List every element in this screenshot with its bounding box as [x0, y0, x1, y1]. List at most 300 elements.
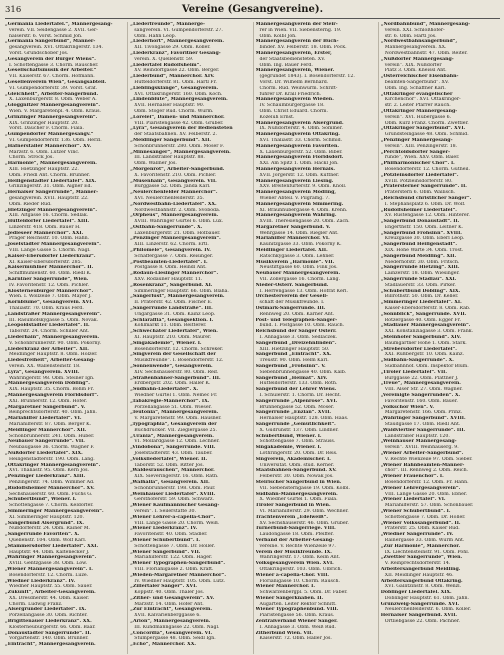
directory-entry-detail: Märzstr. 14. Obm. Hofer Ant.	[134, 601, 204, 607]
directory-entry-detail: Chorm. Ludwig Franz.	[9, 601, 63, 607]
directory-entry-name: „Südbahn-Sängerrunde“. X.	[380, 358, 454, 364]
directory-entry-name: „Hernalser Sängerrunde“, Männer-	[5, 190, 99, 196]
directory-entry-detail: Schönbrunnerstr. 241. Obm. Huber.	[9, 433, 95, 439]
directory-entry-detail: verein“. XVIII. Weinhauserg. 9.	[384, 445, 459, 451]
directory-entry-detail: Kozeluh Ernst.	[259, 114, 295, 120]
directory-entry-detail: Stumpergasse 48. Obm. Seidl Ign.	[134, 636, 216, 642]
directory-entry-detail: I. Schottengasse 3. Chorm. Rauscher.	[9, 62, 99, 68]
directory-entry-detail: Nußdorferstr. 24. Obm. Rainer M.	[9, 526, 91, 532]
directory-entry-detail: Rötzergasse 40. Obm. Egger Fr.	[384, 317, 461, 323]
directory-entry-name: „Leopoldstädter Liedertafel“. II.	[5, 323, 90, 329]
directory-entry-name: „Landstraßer Männergesangverein“.	[5, 311, 102, 317]
directory-entry-name: „Penzinger Männergesang-	[380, 137, 453, 143]
directory-entry-detail: Währingerstr. 98. Obm. Steiner Ign.	[9, 375, 95, 381]
directory-entry-name: Neubauer Männergesangverein.	[255, 271, 341, 277]
directory-entry-detail: Klosterneuburgerstr. 66. Obm. Baar.	[9, 624, 96, 630]
directory-entry-detail: Hütteldorferstr. 133. Obm. Roth.	[259, 381, 338, 387]
directory-entry-name: „Kaisermühlner Männerchor“. II.	[5, 265, 94, 271]
directory-entry-detail: Rennweg 20. Obm. Karner Ant.	[259, 311, 335, 317]
directory-entry-name: „Ostbahn-Sängerrunde“. X.	[130, 224, 203, 230]
directory-entry-detail: XIV. Sechshauserstr. 80. Obm. Reif.	[134, 369, 219, 375]
directory-entry-detail: XXV. Breitenfurterstr. 9. Obm. Knoll.	[259, 184, 347, 190]
directory-entry-name: Döblinger Liedertafel. XIX.	[380, 590, 452, 596]
directory-entry-detail: Thaliastr. 70. Obm. Kraus Ferd.	[9, 306, 84, 312]
directory-entry-detail: X. Laxenburgerstr. 52. Obm. Biber.	[259, 149, 343, 155]
directory-entry-detail: Baumgartner Höhe 1. Obm. Stark.	[384, 340, 467, 346]
directory-entry-detail: XVIII. Theresiengasse 20. Obm. Zach.	[259, 219, 350, 225]
directory-entry-detail: XI. Braunhubergasse 4. Obm. Krenn.	[259, 207, 348, 213]
directory-entry-detail: (gegründet 1843). I. Bösendorferstr. 12.	[259, 74, 355, 80]
directory-entry-detail: Wiedner Hauptstr. 55. Obm. Sauer.	[9, 584, 93, 590]
directory-entry-name: Männergesangverein der Buch-	[255, 39, 339, 45]
directory-entry-detail: Hauptstr. 44. Obm. Kaltenecker J.	[9, 549, 90, 555]
directory-entry-name: „Weinhauser Liedertafel“. XVIII.	[130, 491, 216, 497]
directory-entry-name: „Rudolfsheimer Liedertafel“.	[380, 207, 457, 213]
directory-entry-name: „Grinzinger Männergesangverein“.	[5, 114, 98, 120]
directory-entry-name: Wiener Männerchor. I.	[255, 584, 315, 590]
directory-entry-detail: Lothringerstr. 20. Obm. Dr. Reis.	[259, 450, 338, 456]
directory-entry-detail: Südbahnhof. Obm. Inspektor Blum.	[384, 364, 469, 370]
directory-entry-detail: Lainzerstr. 18. Obm. Wiesinger.	[384, 271, 460, 277]
directory-entry-detail: XIX. Hauptstr. 35. Chorm. Böhm Fr.	[9, 387, 95, 393]
directory-entry-name: „Donaustädter Sängerrunde“. II.	[5, 630, 92, 636]
directory-entry-name: „Concordia“, Gesangverein. VI.	[130, 630, 213, 636]
directory-entry-name: „Brigittenauer Liederkranz“. XX.	[5, 619, 92, 625]
directory-entry-name: „Margaretner Sängerbund“. V.	[5, 404, 86, 410]
directory-entry-name: Arbeitersängerbund Ottakring.	[380, 578, 463, 584]
directory-entry-name: „Meidlinger Sängerbund“. XII.	[130, 137, 212, 143]
directory-entry-name: „Postbeamten-Liedertafel“. I.	[130, 259, 208, 265]
directory-entry-name: „Zur Harmonie“, Männerchor.	[380, 543, 461, 549]
directory-entry-detail: nalserstr. 6. Vorst. Schmid Joh.	[9, 33, 83, 39]
directory-entry-detail: Nordwestbahnstr. 2. Obm. Svoboda.	[134, 207, 221, 213]
directory-entry-detail: Simmeringer Hauptstr. 66. Obm. Blaha.	[134, 288, 229, 294]
directory-entry-detail: Reinprechtsdorferstr. 40. Obm. Jahn.	[9, 410, 97, 416]
directory-entry-name: „Arion“, Männergesangverein.	[130, 619, 211, 625]
directory-entry-detail: V. Margaretenstr. 99. Obm. Hausner.	[134, 416, 222, 422]
directory-entry-detail: XII. Meidlinger Hauptstr. 46.	[384, 572, 454, 578]
directory-entry-name: Männergesangverein Favoriten.	[255, 143, 339, 149]
directory-entry-name: Ostmark-Sängerrunde. III.	[255, 306, 326, 312]
directory-entry-detail: Wien. V. Margaretenpl. 4. Obm. Kraus.	[9, 108, 102, 114]
directory-entry-detail: Platz 3. Obm. Kneissl Ant.	[384, 68, 447, 74]
directory-entry-detail: XIX. Sieveringerstr. 16. Obm. Rath.	[134, 474, 219, 480]
directory-entry-detail: Ratschkygasse 3. Obm. Lehner.	[259, 253, 335, 259]
directory-entry-detail: XI. Kaiser-Ebersdorferstr. 285.	[9, 259, 83, 265]
directory-entry-name: „Penzinger Männergesangverein“.	[130, 236, 221, 242]
directory-entry-name: „Liedesfreiheit“, Arbeiter-Gesang-	[5, 358, 96, 364]
directory-entry-name: „Währinger Sängerbund“. XVIII.	[380, 416, 466, 422]
directory-entry-detail: Mariahilferstr. 122. Obm. Hager.	[134, 555, 213, 561]
directory-entry-name: Musikverein „Harmonie“. VII.	[255, 259, 335, 265]
directory-entry-name: „Orpheus“, Männergesangverein.	[130, 213, 219, 219]
directory-entry-name: Männergesangverein Mödling,	[255, 190, 337, 196]
directory-entry-detail: Kaiserstr. 72. Obm. Haller Jos.	[259, 636, 332, 642]
directory-entry-detail: Treustr. 90. Obm. Helm Karl.	[259, 358, 329, 364]
directory-entry-detail: Penzingerstr. 74. Obm. Wimmer Ad.	[9, 479, 95, 485]
directory-entry-detail: Märzstr. 6. Obm. Lutzer Vinc.	[9, 149, 80, 155]
directory-entry-name: „Liederfreunde“, Männerge-	[130, 22, 205, 27]
directory-entry-detail: Mariahilferstr. 87. Obm. Berger K.	[9, 421, 92, 427]
directory-entry-name: Zentralverband Wiener Sänger.	[255, 619, 338, 625]
directory-entry-detail: Ungargasse 31. Obm. Kainz Leop.	[134, 311, 216, 317]
directory-entry-name: „Wiener Lehrergesangverein“.	[380, 485, 461, 491]
directory-entry-detail: der Staatsbediensteten. XV.	[259, 56, 326, 62]
directory-entry-name: „Wiener Typographen-Sängerbund“.	[130, 561, 226, 567]
directory-entry-name: Männergesangverein Hernals.	[255, 166, 335, 172]
directory-entry-detail: Burggasse 22. Obm. Plattner J.	[384, 375, 459, 381]
directory-entry-name: „Teutonia“, Männergesangverein.	[130, 410, 219, 416]
directory-entry-detail: Vorst. Grundschober Jos.	[9, 50, 69, 56]
directory-entry-detail: VIII. Lange Gasse 5. Chorm. Nagl.	[9, 248, 91, 254]
directory-entry-detail: verein“. XVI. Hubergasse 6.	[384, 114, 452, 120]
directory-entry-detail: Chorm. Ströck Jos.	[9, 155, 54, 161]
directory-entry-detail: Grundsteingasse 48. Obm. Schmid.	[384, 132, 469, 138]
directory-entry-detail: Obm. Hahn Leop.	[134, 33, 177, 39]
directory-entry-detail: Erdbergstr. 202. Obm. Haller K.	[134, 381, 211, 387]
directory-entry-name: Sängerbund „Eintracht“. XX.	[255, 352, 332, 358]
directory-entry-name: „Jedleseer Männerchor“. XXI.	[5, 230, 84, 236]
directory-entry-detail: Kreuzgasse 30. Obm. Eberl Leop.	[384, 236, 465, 242]
directory-entry-name: „Währinger Männergesangverein“.	[5, 555, 97, 561]
directory-entry-name: Singakademie, Wiener. I.	[255, 445, 322, 451]
directory-entry-name: Turnerbund-Sängerriege. VIII.	[255, 526, 336, 532]
directory-entry-name: „Südbahn-Liedertafel“. X.	[130, 387, 199, 393]
directory-entry-detail: I. Schulerstr. 1. Chorm. Dr. Hecht.	[259, 393, 342, 398]
directory-entry-name: „Lyra“, Gesangverein der Bediensteten	[130, 126, 233, 132]
directory-entry-detail: XXI. Konstanziagasse 3. Obm. Frank.	[384, 329, 474, 335]
directory-entry-detail: Schönbrunnerstr. 280. Obm. Moser F.	[134, 143, 224, 149]
directory-entry-name: „Walhalla“, Gesangverein. XII.	[130, 479, 210, 485]
directory-entry-name: Meidlinger Liedertafel. XII.	[255, 248, 328, 254]
directory-entry-name: „Männergesangverein Floridsdorf“.	[5, 393, 99, 398]
directory-entry-name: „Strebersdorfer Liedertafel“.	[380, 346, 457, 352]
directory-entry-detail: binder. XV. Felberstr. 18. Obm. Pock.	[259, 45, 347, 51]
directory-entry-detail: führer Dr. Krall Friedrich.	[259, 91, 322, 97]
directory-entry-detail: XV. Reindorfgasse 22. Obm. Berger.	[134, 68, 220, 74]
directory-entry-name: „Treue“, Männergesangverein.	[380, 381, 461, 387]
directory-entry-name: „Ottakringer Männergesangverein“.	[5, 462, 101, 468]
directory-entry-detail: I. Stephansplatz 6. Obm. Dr. Wolf.	[384, 201, 466, 207]
directory-entry-detail: Sechshauserstr. 60. Obm. Fuchs G.	[9, 491, 93, 497]
directory-entry-detail: Vorst. Daucher F. Chorm. Fiala.	[9, 126, 84, 132]
directory-entry-detail: XVI. Neulerchenfelderstr. 35.	[134, 195, 205, 201]
directory-entry-detail: X. Wiedner Gürtel 1. Obm. Fiala.	[259, 497, 338, 503]
directory-entry-name: „Urania“, Männergesangverein.	[130, 433, 214, 439]
directory-entry-name: „Männergesangverein Döbling“.	[5, 381, 90, 387]
directory-entry-name: „Gesellenverein Wien“, Gesangsabteil.	[5, 79, 107, 85]
directory-entry-name: „Gleichheit“, Arbeiter-Sängerbund.	[5, 91, 99, 97]
directory-entry-detail: XIX. Grinzinger Hauptstr. 20.	[9, 120, 79, 126]
directory-entry-name: „Zither- und Gesangverein“. XV.	[130, 595, 215, 601]
directory-entry-name: „Tiroler Liedertafel“. VII.	[380, 369, 447, 375]
directory-entry-detail: Felberstr. 30. Obm. Nowak Jos.	[259, 474, 334, 480]
directory-entry-detail: XVII. Jörgerstr. 12. Obm. Kuttner.	[259, 172, 340, 178]
directory-entry-detail: XXI. Am Spitz 1. Obm. Hackl Joh.	[259, 161, 339, 167]
directory-entry-name: „Sängerbund Donaustadt“. II.	[380, 219, 460, 225]
directory-entry-name: Männergesangverein Wieden.	[255, 97, 334, 103]
directory-entry-detail: XVI. Thaliastr. 95. Obm. Kern Jos.	[9, 468, 89, 474]
directory-entry-detail: VII. Kaiserstr. 67. Chorm. Hofmann.	[9, 74, 95, 80]
directory-entry-detail: XIII. Altgasse 16. Chorm. Sedlak.	[9, 213, 89, 219]
directory-entry-detail: Heiligenstädterstr. 190. Obm. Lang.	[9, 456, 95, 462]
directory-entry-name: „Schlaraffia“, Gesangsektion. I.	[130, 317, 214, 323]
directory-entry-name: „Philomele“, Gesangverein. IV.	[130, 248, 211, 254]
directory-entry-name: „Mariahilfer Liedertafel“. VI.	[5, 416, 82, 422]
directory-entry-detail: verein“. XIII. Penzingerstr. 18.	[384, 143, 458, 149]
directory-entry-name: „Harmonie“, Männergesangverein.	[5, 161, 97, 167]
directory-entry-detail: Taborstr. 24. Chorm. Schiller Ant.	[9, 329, 90, 335]
directory-entry-name: Männergesangverein Währing.	[255, 213, 337, 219]
directory-entry-name: „Gloggnitzer Männergesangverein“.	[5, 103, 101, 109]
directory-entry-name: „Lorelei“, Damen- und Männerchor.	[130, 114, 225, 120]
directory-entry-name: Zitherbund Wien. VII.	[255, 630, 314, 636]
directory-entry-name: „Rosenkranz“, Sängerbund. XI.	[130, 282, 213, 288]
directory-entry-name: „Typographia“, Gesangverein der	[130, 421, 217, 427]
directory-entry-detail: V. Reinprechtsdorferstr. 14.	[384, 561, 451, 567]
directory-entry-detail: Kirchenchor“. XVI. Ottakringer-	[384, 97, 461, 103]
directory-entry-name: Steirischer Sängerbund in Wien.	[255, 479, 342, 485]
directory-entry-name: Schubertbund, Wiener. I.	[255, 433, 322, 439]
directory-entry-detail: Prager Reichsstr. 10. Obm. Hahn.	[9, 236, 90, 242]
directory-entry-name: „Kornblume“, Gesangverein. XVI.	[5, 300, 94, 306]
directory-entry-name: „Klosterneuburger Männerchor“.	[5, 288, 94, 294]
directory-entry-detail: Engerthstr. 150. Obm. Leitner K.	[384, 224, 464, 230]
directory-entry-detail: VI. Mariahilferstr. 29. Obm. Wechner.	[259, 508, 349, 514]
directory-entry-detail: Postgasse 8. Obm. Heindl Ant.	[134, 265, 207, 271]
directory-entry-detail: III. Rasumofskygasse 5. Obm. Novak.	[9, 317, 99, 323]
directory-entry-name: „Lieblingsklänge“, Gesangverein.	[130, 85, 219, 91]
directory-entry-detail: gesangverein. XVI. Ottakringerstr. 134.	[9, 45, 103, 51]
directory-entry-name: „Singverein der Gesellschaft der	[130, 352, 216, 358]
directory-entry-detail: Billrothstr. 50. Obm. Dr. Keller.	[384, 294, 459, 300]
directory-entry-detail: Bösendorferstr. 12. Chorm. Gutheil.	[384, 166, 470, 172]
directory-entry-detail: vereine. V. Rechte Wienzeile 97.	[259, 543, 336, 549]
directory-entry-detail: str. 6. Obm. Hartl Jos.	[384, 33, 437, 39]
directory-entry-name: „Waldviertler Sängerrunde“. III.	[380, 427, 466, 433]
directory-entry-name: „Stadlauer Männergesangverein“.	[380, 323, 471, 329]
directory-entry-detail: Schottengasse 7. Chorm. Keldorfer.	[9, 503, 94, 509]
directory-entry-detail: Kaunitzgasse 33. Obm. Pokorny K.	[259, 242, 342, 248]
directory-entry-name: „Rudolfsheimer Männerchor“. XV.	[5, 485, 95, 491]
directory-entry-name: Volksgesangverein Wien. XVI.	[255, 561, 334, 567]
directory-entry-detail: XVI. Ottakringerstr. 160. Obm. Koch.	[134, 91, 223, 97]
directory-entry-detail: Augarten. Leiter Rektor Schnitt.	[259, 601, 337, 607]
directory-entry-detail: Schottengasse 7. Obm. Dr. Holler.	[134, 543, 215, 549]
directory-entry-name: „Liederkranz“, Favoritner Gesang-	[130, 50, 221, 56]
directory-entry-name: „Steinhofer Sängerbund“. XIV.	[380, 335, 461, 341]
directory-entry-name: „Penzinger Liederkranz“. XIII.	[5, 474, 86, 480]
directory-entry-detail: Chorm. Rud. Weinwurm. Schrift-	[259, 85, 338, 91]
directory-entry-detail: IV. Schaumburgergasse 18.	[259, 103, 325, 109]
directory-entry-detail: Gersthoferstr. 59. Obm. Schwarz.	[134, 497, 214, 503]
directory-entry-detail: Kaiser-Ebersdorferstr. 8. Obm. Rab.	[384, 306, 471, 312]
directory-entry-detail: Ortliebgasse 22. Obm. Pachner.	[384, 619, 460, 625]
directory-entry-name: „Musenhain“, Gesangverein. VII.	[130, 178, 217, 184]
directory-entry-detail: Schäffergasse 7. Obm. Reisinger.	[134, 253, 214, 259]
directory-entry-name: Wiener Typographenbund. VIII.	[255, 607, 339, 613]
directory-entry-name: „Liederkranz der Arbeiter“. XII.	[5, 346, 89, 352]
directory-entry-detail: Wiener Abteil. V. Pilgramg. 7.	[259, 195, 330, 201]
directory-entry-detail: Koppstr. 40. Obm. Thaler Jos.	[134, 590, 205, 596]
directory-entry-name: „Sängerrunde Hietzing“. XIII.	[380, 265, 460, 271]
directory-entry-detail: Obm. Kurz Franz. Chorm. Zwettler.	[384, 120, 469, 126]
directory-entry-detail: Meidlinger Hauptstr. 8. Obm. Holzer.	[9, 352, 98, 358]
directory-entry-detail: Musikfreunde“. I. Bösendorferstr. 12.	[134, 358, 224, 364]
directory-entry-name: Sängerrunde „Gemütlichkeit“.	[255, 421, 336, 427]
directory-entry-detail: IX. Nußdorferstr. 4. Obm. Sommer.	[259, 126, 343, 132]
directory-entry-name: „Wiener Schubertbund“. I.	[380, 508, 451, 514]
directory-entry-name: „Pötzleinsdorfer Liedertafel“.	[380, 172, 459, 178]
directory-entry-name: „Volksliedertafel“, Wiener. II.	[130, 456, 208, 462]
directory-column-2	[127, 22, 249, 654]
directory-entry-detail: I. Annagasse 3. Obm. Sedlaczek.	[259, 335, 338, 341]
directory-entry-name: Trachtenverein „Edelweiß“.	[255, 514, 328, 520]
directory-entry-detail: Grinzingerstr. 31. Obm. Aigner Ed.	[9, 184, 93, 190]
directory-entry-detail: Siebenbrunnengasse 40. Obm. Kalb.	[259, 369, 347, 375]
directory-entry-detail: Porzellangasse 30. Obm. Richter.	[9, 613, 88, 619]
directory-entry-name: „Wiener Sängerbund“. VII.	[130, 549, 201, 555]
directory-column-3	[253, 22, 375, 654]
directory-entry-detail: Hernalser Hauptstr. 128. Obm. Haas.	[259, 416, 349, 422]
directory-entry-detail: Brunnengasse 52. Obm. Moser.	[259, 404, 335, 410]
directory-entry-name: „Echo“, Männerchor. XX.	[130, 642, 196, 648]
directory-entry-name: „Kärntner Sängerrunde“, Wien.	[5, 277, 89, 283]
directory-entry-detail: Schwarzenbergpl. 5. Obm. Dr. Faber.	[259, 590, 348, 596]
directory-entry-name: „Sonnenwende“, Gesangverein.	[130, 364, 213, 370]
directory-entry-detail: Landstraßer Hauptstr. 120.	[384, 433, 450, 439]
directory-entry-name: „Ottakringer Sängerbund“. XVI.	[380, 126, 466, 132]
directory-entry-name: „Wiener Schubertbund“. I.	[130, 537, 200, 543]
directory-entry-detail: Burggasse 52. Obm. Janda Karl.	[134, 184, 211, 190]
directory-entry-detail: Wehrgasse 14. Obm. Riegler Ant.	[259, 230, 339, 236]
directory-entry-detail: bund. I. Postgasse 10. Obm. Rauch.	[259, 323, 345, 329]
directory-entry-name: Männergesangverein der Steir-	[255, 22, 338, 27]
directory-entry-detail: Porzellangasse 51. Obm. Wieser.	[134, 404, 212, 410]
directory-entry-name: Sängerbund „Dreizehnlinden“.	[255, 340, 337, 346]
directory-entry-name: „Liedertafel Rudolfsheim“.	[130, 62, 201, 68]
directory-entry-name: Singverein, Akademischer. I.	[255, 456, 331, 462]
directory-entry-detail: XVI. Thaliastr. 33. Chorm. Schmid.	[259, 137, 343, 143]
directory-entry-detail: Neustiftgasse 60. Obm. Fink Jos.	[259, 265, 338, 271]
directory-entry-name: „Heiligenstädter Liedertafel“. XIX.	[5, 178, 97, 184]
directory-entry-name: „Schubertbund“, Wiener. I.	[5, 497, 77, 503]
directory-entry-detail: IX. Liechtensteinstr. 91. Obm. Pohl.	[384, 549, 470, 555]
directory-entry-detail: VIII. Lange Gasse 20. Obm. Ebner.	[384, 491, 468, 497]
directory-entry-name: „Stammersdorfer Liedertafel“. XXI.	[5, 543, 99, 549]
directory-entry-detail: X. Laxenburgerstr. 8. Obm. Weber A.	[9, 97, 97, 103]
directory-entry-name: „Nußdorfer Liedertafel“. XIX.	[5, 450, 83, 456]
directory-entry-detail: XVIII. Pötzleinsdorferstr. 80.	[384, 178, 453, 184]
directory-entry-detail: V. Schönbrunnerstr. 90. Obm. Pokorny.	[9, 340, 101, 346]
directory-entry-detail: Obm. Kölbl Joh.	[259, 33, 297, 39]
directory-column-4	[378, 22, 500, 654]
directory-entry-name: „Gesangverein der Bürger Wiens“.	[5, 56, 96, 62]
directory-entry-detail: Taborstr. 52. Obm. Ritter Jos.	[134, 462, 204, 468]
directory-entry-name: Sängerbund „Frohsinn“. V.	[255, 364, 326, 370]
directory-entry-name: „Hafnerstaller Männerchor“. XV.	[5, 143, 92, 149]
directory-entry-detail: Vorst. Dr. Wilhelm Bernhard.	[259, 79, 329, 85]
directory-entry-detail: Niederhofstr. 30. Obm. Fritsch.	[384, 259, 460, 265]
directory-entry-detail: der Staatsbahnen. XV. Felberstr. 2.	[134, 132, 217, 138]
directory-entry-name: „Philharmonischer Chor“. I.	[380, 161, 455, 167]
directory-entry-detail: Schiffmühlenstr. 60. Obm. Riedl K.	[9, 271, 92, 277]
directory-entry-detail: Buchdrucker. VII. Zieglergasse 25.	[134, 427, 218, 433]
directory-entry-name: „Tabakregie-Männerchor“. IX.	[130, 398, 210, 404]
directory-entry-detail: verein. VII. Seidengasse 2. XVII. Ger-	[9, 27, 98, 33]
directory-entry-name: Hernalser Sängerbund. XVII.	[380, 613, 458, 619]
directory-entry-detail: XV. Sechshauserstr. 46. Obm. Gruber.	[259, 520, 349, 526]
directory-entry-name: „Liederhain“, Männergesangverein.	[5, 335, 100, 341]
directory-entry-detail: XX. Dresdnerstr. 44. Obm. Kaiser.	[9, 595, 90, 601]
directory-entry-name: „Eintracht“, Männergesangverein.	[5, 642, 96, 648]
directory-entry-name: Grünzweig-Sängerrunde. XVI.	[380, 601, 460, 607]
directory-entry-detail: Döblinger Hauptstr. 61. Obm. Jahn.	[384, 595, 470, 601]
directory-entry-name: Wiener Sängerknaben. II.	[255, 595, 324, 601]
directory-entry-name: „Alsergrunder Liedertafel“. IX.	[5, 607, 87, 613]
directory-entry-detail: XI. Simmeringer Hauptstr. 120.	[9, 514, 85, 520]
directory-entry-name: „Wiener Frauenchor“. I.	[380, 474, 444, 480]
directory-entry-detail: Obm. Stöger Rud. Chorm. Wurm.	[134, 108, 214, 114]
directory-entry-detail: XVII. Hernalser Hauptstr. 90.	[134, 103, 205, 109]
directory-entry-detail: Wien. I. Wollzeile 7. Obm. Mayer J.	[9, 294, 92, 300]
directory-entry-name: „Josefstädter Männergesangverein“.	[5, 242, 101, 248]
directory-entry-name: „Volkschor Wien“. V.	[380, 404, 435, 410]
directory-entry-detail: VIII. Alser Str. 27. Obm. Wagner.	[384, 387, 463, 393]
directory-entry-name: Sängerrunde „Enzian“. XVII.	[255, 410, 332, 416]
directory-entry-name: Sängerbund „Heimat“. XIV.	[255, 375, 328, 381]
directory-entry-detail: schaft der Musikfreunde. I.	[259, 300, 325, 306]
directory-entry-name: „Liederbund“, Männerchor. XIV.	[130, 74, 215, 80]
directory-entry-name: Tiroler Sängerbund in Wien.	[255, 503, 331, 509]
directory-entry-name: „Perchtoldsdorfer Sänger-	[380, 149, 451, 155]
directory-entry-name: Verein der Musikfreunde. IX.	[255, 549, 332, 555]
directory-entry-name: Orchesterverein der Gesell-	[255, 294, 329, 300]
directory-entry-detail: verein. X. Quellenstr. 59.	[134, 56, 194, 62]
directory-entry-name: „Schwechater Liedertafel“, Wien.	[130, 329, 218, 335]
directory-entry-detail: Obm. Wallner Jos.	[134, 161, 177, 167]
directory-entry-detail: verein. XX. Wallensteinstr. 18.	[9, 364, 81, 370]
directory-entry-detail: II. Praterstr. 42. Obm. Fischer E.	[134, 300, 213, 306]
directory-entry-detail: XV. Rustengasse 12. Obm. Hinterer.	[384, 213, 470, 219]
directory-entry-detail: Florianigasse 10. Chorm. Rausch.	[259, 578, 341, 584]
directory-entry-name: „Sängerrunde Stadlau“. XXI.	[380, 277, 457, 283]
directory-entry-detail: Nordwestbahnstr. 47. Obm. Reiter.	[384, 50, 468, 56]
directory-entry-name: „Neubauer Sängerrunde“. VII.	[5, 439, 85, 445]
directory-entry-name: „Singakademie“, Wiener. I.	[130, 340, 202, 346]
directory-entry-name: „Waldesrauschen“, Männerchor.	[130, 468, 215, 474]
directory-entry-name: „Wiener Liedertafel“. VI.	[380, 497, 446, 503]
directory-entry-detail: VII. Siebensterngasse 19. Obm. Kölbl.	[259, 485, 350, 491]
directory-entry-detail: beamten-Sängerbund“. XV.	[384, 79, 449, 85]
directory-entry-name: „Wiener Lehrer-a-capella-Chor“.	[130, 514, 216, 520]
directory-entry-name: „Ottakringer Männergesang-	[380, 108, 458, 114]
directory-entry-detail: Laxenburgerstr. 21. Obm. Hofbauer.	[134, 230, 221, 236]
directory-entry-detail: Bösendorferstr. 12. Chorm. Schreker.	[134, 346, 224, 352]
directory-entry-name: Reichsbund der Sänger Österr.	[255, 329, 337, 335]
directory-entry-detail: Quellenstr. 104. Obm. Wolf Karl.	[9, 537, 87, 543]
directory-entry-detail: I. Annagasse 3. Obm. Weiß Rud.	[259, 624, 337, 630]
directory-entry-name: „Zukunft“, Arbeiter-Gesangverein.	[5, 590, 96, 596]
directory-entry-detail: XVI. Gallitzinstr. 8. Obm. Wenzl.	[384, 584, 462, 590]
directory-entry-detail: Obm. Ing. Bauer Ferd.	[259, 62, 313, 68]
directory-entry-name: Wiener a-capella-Chor. VIII.	[255, 572, 330, 578]
directory-entry-name: „Lindenblüte“, Männergesangverein.	[130, 97, 228, 103]
directory-entry-name: „Wiedner Liederkranz“. IV.	[5, 578, 76, 584]
directory-entry-name: „Sängerbund Alsergrund“. IX.	[5, 520, 85, 526]
directory-entry-name: „Wiener Kaufmännischer Gesang-	[130, 503, 220, 509]
directory-entry-detail: Kohlmarkt 11. Obm. Reitterer.	[134, 323, 207, 329]
